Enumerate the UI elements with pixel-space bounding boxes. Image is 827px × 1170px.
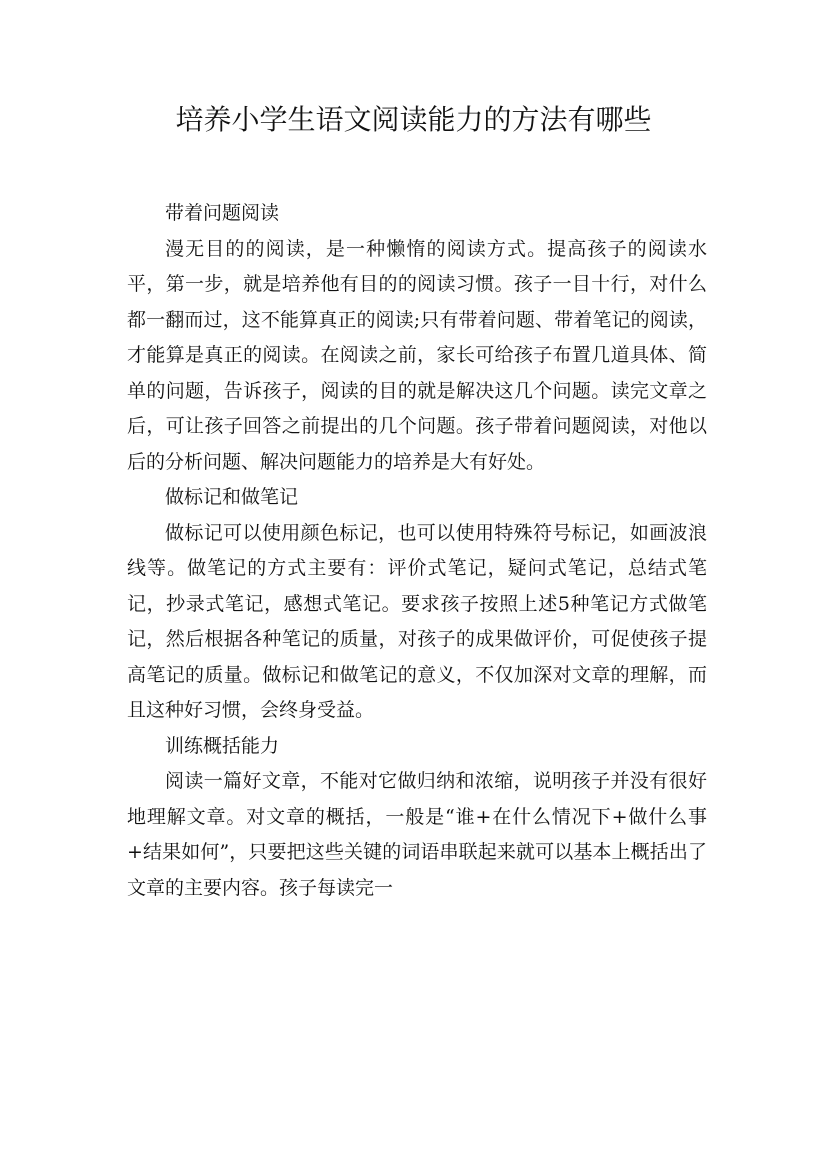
page-title: 培养小学生语文阅读能力的方法有哪些 — [175, 103, 652, 136]
section-heading: 做标记和做笔记 — [165, 486, 299, 508]
section-heading: 训练概括能力 — [165, 734, 280, 757]
document-body — [127, 196, 707, 906]
paragraph: 漫无目的的阅读，是一种懒惰的阅读方式。提高孩子的阅读水平，第一步，就是培养他有目的的阅读习惯。孩子一目十行，对什么都一翻而过，这不能算真正的阅读;只有带着问题、带着笔记的阅读，才能算是真正的阅读。在阅读之前，家长可给孩子布置几道具体、简单的问题，告诉孩子，阅读的目的就是解决这几个问题。读完文章之后，可让孩子回答之前提出的几个问题。孩子带着问题阅读，对他以后的分析问题、解决问题能力的培养是大有好处。 — [127, 237, 707, 473]
paragraph: 阅读一篇好文章，不能对它做归纳和浓缩，说明孩子并没有很好地理解文章。对文章的概括，一般是“谁+在什么情况下+做什么事+结果如何”，只要把这些关键的词语串联起来就可以基本上概括出了文章的主要内容。孩子每读完一 — [127, 770, 707, 899]
paragraph: 做标记可以使用颜色标记，也可以使用特殊符号标记，如画波浪线等。做笔记的方式主要有：评价式笔记，疑问式笔记，总结式笔记，抄录式笔记，感想式笔记。要求孩子按照上述5种笔记方式做笔记，然后根据各种笔记的质量，对孩子的成果做评价，可促使孩子提高笔记的质量。做标记和做笔记的意义，不仅加深对文章的理解，而且这种好习惯，会终身受益。 — [127, 521, 707, 721]
section-heading: 带着问题阅读 — [165, 202, 280, 224]
